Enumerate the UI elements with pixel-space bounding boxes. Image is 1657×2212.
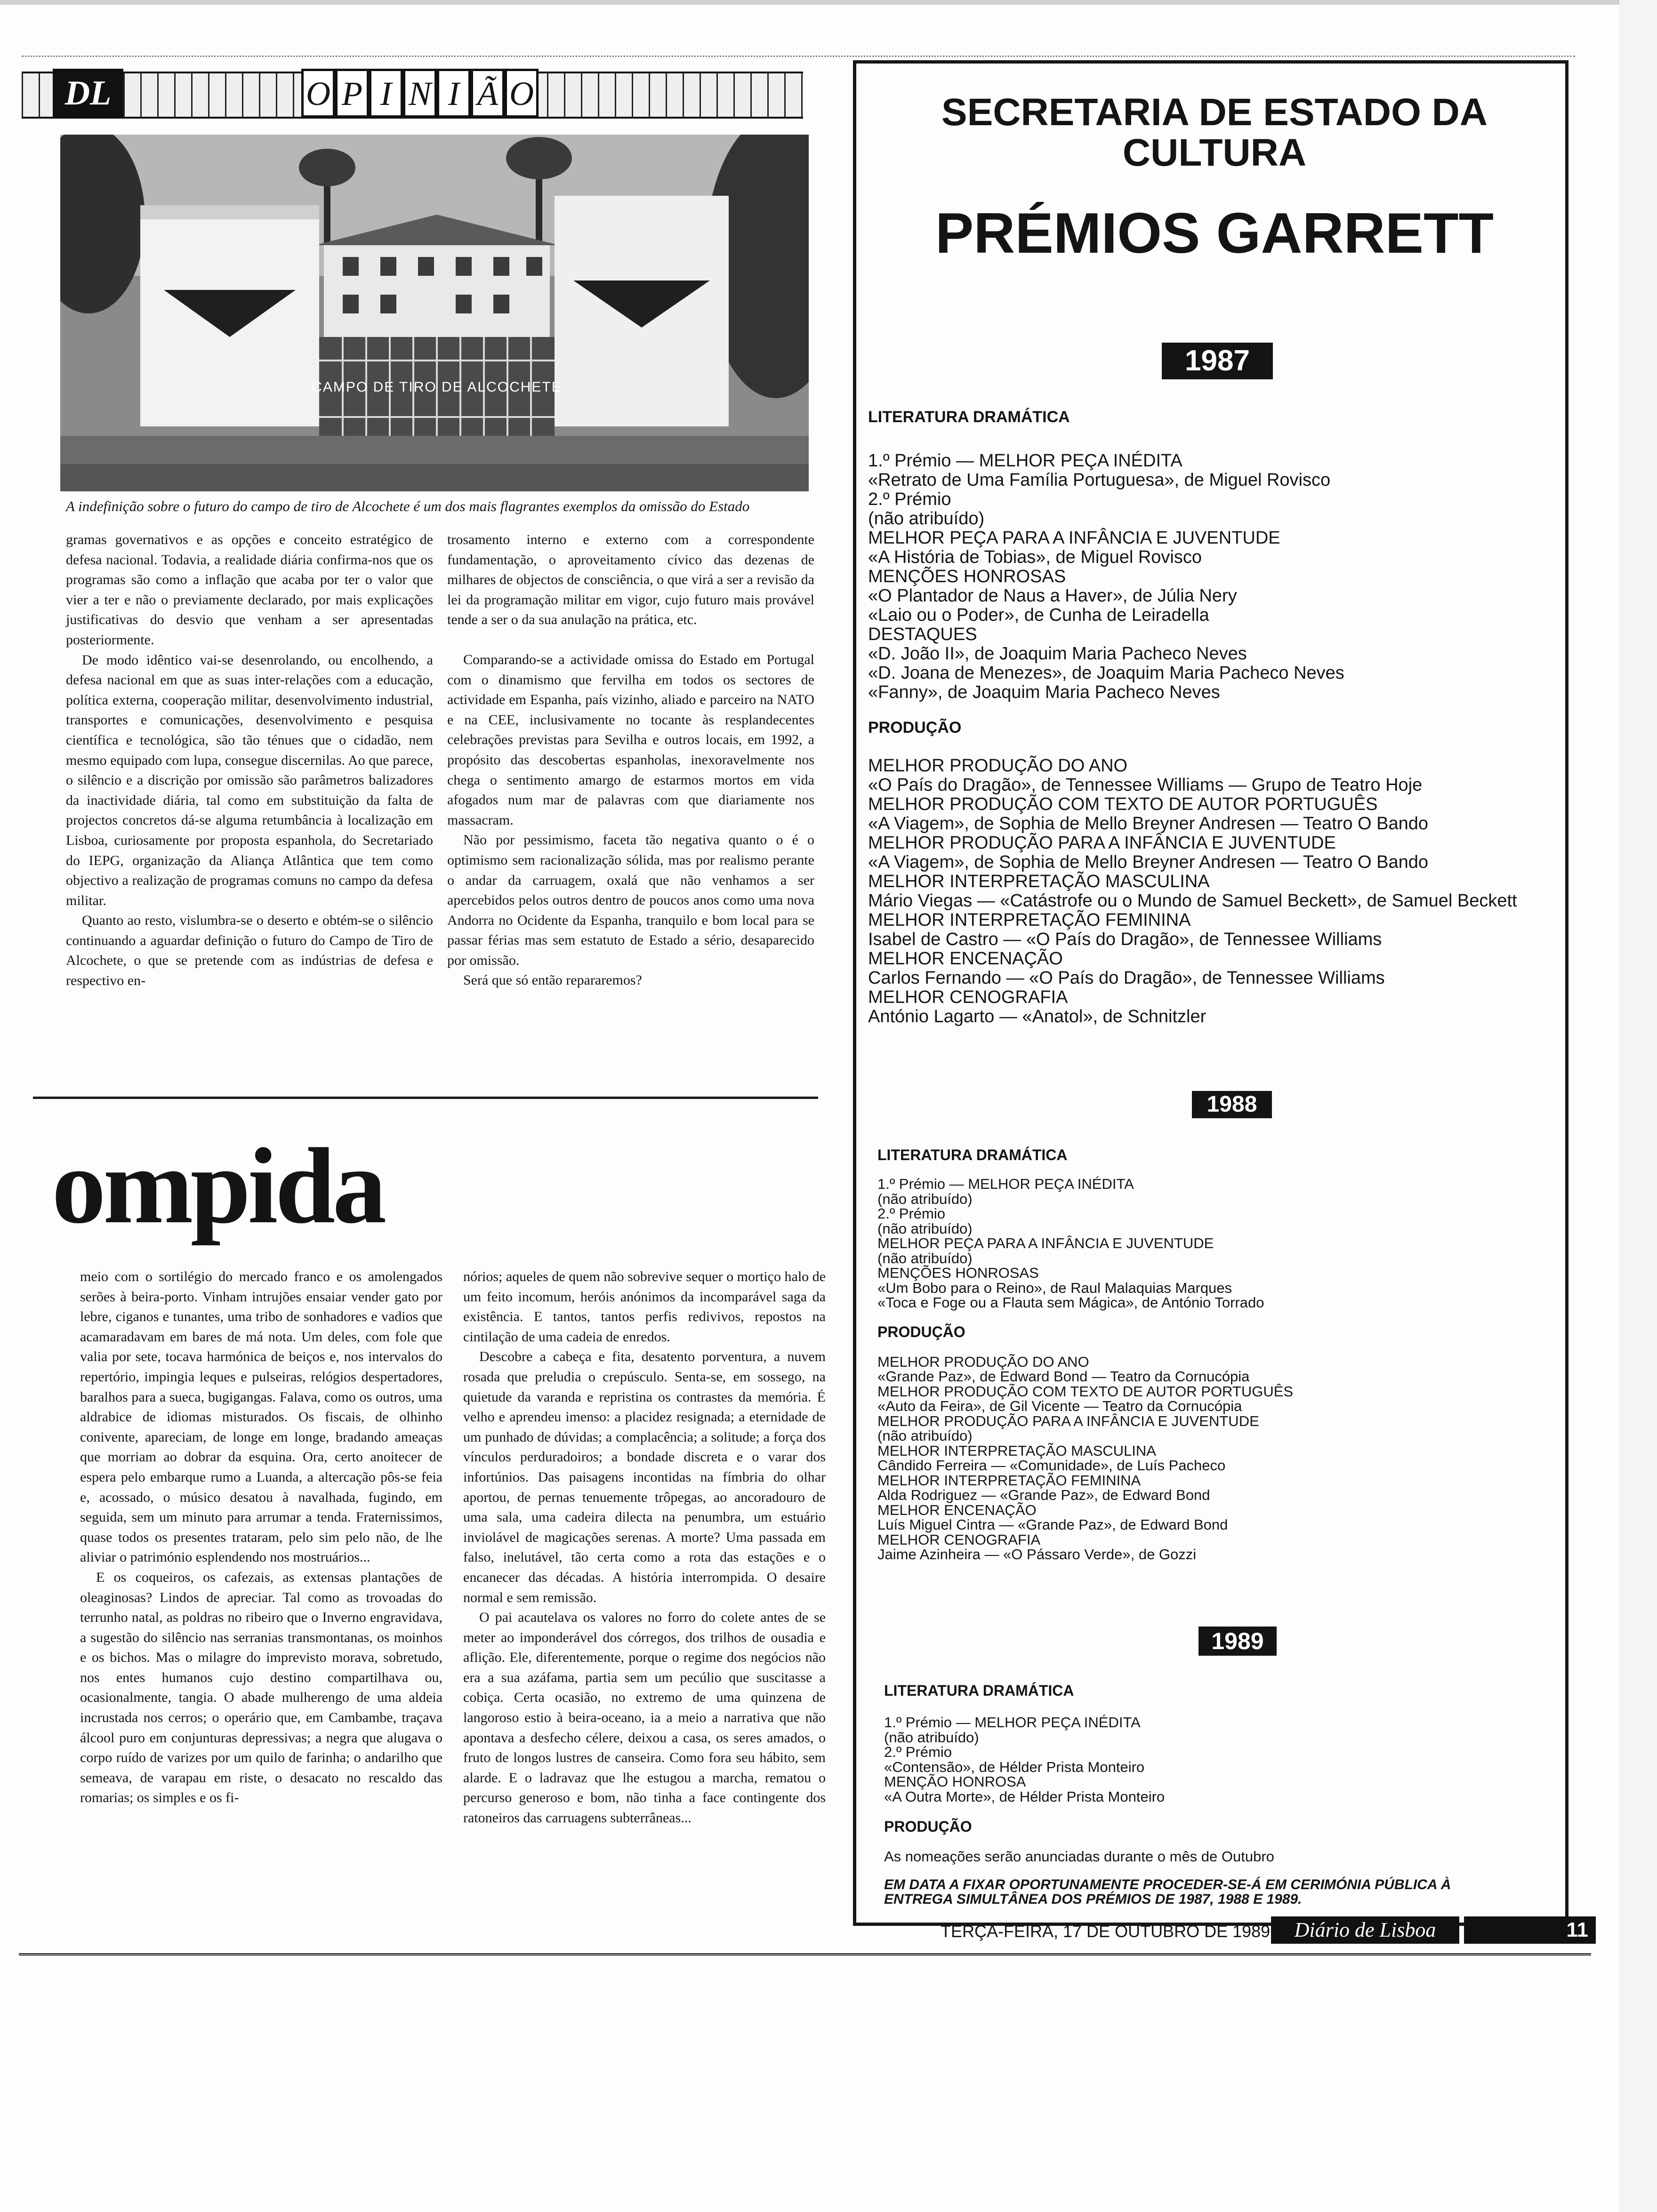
award-line: MELHOR CENOGRAFIA	[868, 987, 1068, 1007]
award-line: 2.º Prémio	[868, 489, 951, 509]
award-line: MELHOR INTERPRETAÇÃO FEMININA	[868, 910, 1191, 930]
award-line: «Grande Paz», de Edward Bond — Teatro da Cornucópia	[877, 1368, 1250, 1385]
article2-column-1	[80, 1267, 442, 1808]
award-line: MELHOR PRODUÇÃO COM TEXTO DE AUTOR PORTUGUÊS	[877, 1383, 1294, 1400]
award-line: «Auto da Feira», de Gil Vicente — Teatro da Cornucópia	[877, 1398, 1242, 1414]
award-line: 2.º Prémio	[877, 1205, 945, 1222]
award-line: DESTAQUES	[868, 625, 977, 644]
footer-date: TERÇA-FEIRA, 17 DE OUTUBRO DE 1989	[941, 1922, 1271, 1941]
section-letter: I	[369, 69, 403, 118]
award-line: Cândido Ferreira — «Comunidade», de Luís Pacheco	[877, 1457, 1226, 1474]
photo-caption: A indefinição sobre o futuro do campo de tiro de Alcochete é um dos mais flagrantes exemplos da omissão do Estado	[66, 498, 750, 514]
paragraph: De modo idêntico vai-se desenrolando, ou encolhendo, a defesa nacional em que as suas inter-relações com a educação, política externa, cooperação militar, desenvolvimento industrial, transportes e comunicações, desenvolvimento e pesquisa científica e tecnológica, são tão ténues que o cidadão, nem mesmo equipado com lupa, consegue discernilas. Ao que parece, o silêncio e a discrição por omissão são parâmetros balizadores da inactividade diária, tal como em substituição da falta de projectos concretos dá-se alguma retumbância à localização em Lisboa, curiosamente por proposta espanhola, do Secretariado do IEPG, organização da Aliança Atlântica que tem como objectivo a realização de programas comuns no campo da defesa militar.	[66, 652, 433, 908]
paragraph: trosamento interno e externo com a correspondente fundamentação, o aproveitamento cívico das dezenas de milhares de objectos de consciência, o que virá a ser a revisão da lei da programação militar em vigor, cujo futuro mais provável tende a ser o da sua anulação na prática, etc.	[447, 532, 814, 628]
article2-headline: ompida	[52, 1126, 384, 1246]
award-line: MELHOR PRODUÇÃO DO ANO	[877, 1353, 1089, 1370]
article1-column-1	[66, 530, 433, 991]
award-line: «A Viagem», de Sophia de Mello Breyner Andresen — Teatro O Bando	[868, 852, 1429, 872]
section-letter: N	[403, 69, 437, 118]
year-badge-1989: 1989	[1199, 1627, 1277, 1656]
gate-sign: CAMPO DE TIRO DE ALCOCHETE	[312, 379, 562, 395]
article2-column-2	[463, 1267, 826, 1828]
award-line: (não atribuído)	[877, 1190, 973, 1207]
award-line: Alda Rodriguez — «Grande Paz», de Edward Bond	[877, 1487, 1210, 1503]
paragraph: Comparando-se a actividade omissa do Estado em Portugal com o dinamismo que fervilha em todos os sectores de actividade em Espanha, país vizinho, aliado e parceiro na NATO e na CEE, inclusivamente no tocante às resplandecentes celebrações previstas para Sevilha e outros locais, em 1992, a propósito das descobertas espanholas, inexoravelmente nos chega o sentimento amargo de estarmos mortos em vida afogados num mar de palavras com que diariamente nos massacram.	[447, 651, 814, 828]
literatura-heading: LITERATURA DRAMÁTICA	[877, 1146, 1068, 1163]
award-line: MELHOR PRODUÇÃO COM TEXTO DE AUTOR PORTUGUÊS	[868, 794, 1378, 814]
paragraph: meio com o sortilégio do mercado franco e os amolengados serões à beira-porto. Vinham intrujões ensaiar vender gato por lebre, ciganos e tunantes, uma tribo de sonhadores e vadios que acamaradavam em bares de má nota. Um deles, com fole que valia por sete, tocava harmónica de beiços e, nos intervalos do repertório, impingia leques e pulseiras, relógios despertadores, baralhos para a sueca, bugigangas. Falava, como os outros, uma aldrabice de idiomas misturados. Os fiscais, de olhinho conivente, apareciam, de longe em longe, bradando ameaças que morriam ao dobrar da esquina. Ora, certo anoitecer de espera pelo embarque rumo a Luanda, a altercação pôs-se feia e, acossado, o músico desatou à navalhada, fugindo, em seguida, sem um minuto para arrumar a tenda. Fraternissimos, quase todos os presentes trataram, pelo sim pelo não, de lhe aliviar o património esplendendo nos mostruários...	[80, 1269, 442, 1565]
paragraph: nórios; aqueles de quem não sobrevive sequer o mortiço halo de um feito incomum, heróis anónimos da incomparável saga da existência. E tantos, tantos perfis redivivos, repostos na cintilação de uma cadeia de enredos.	[463, 1269, 826, 1345]
award-line: António Lagarto — «Anatol», de Schnitzler	[868, 1007, 1207, 1026]
page-right-edge	[1619, 0, 1657, 2212]
award-line: Isabel de Castro — «O País do Dragão», de Tennessee Williams	[868, 930, 1382, 949]
award-line: MELHOR CENOGRAFIA	[877, 1531, 1041, 1548]
award-line: «A Outra Morte», de Hélder Prista Monteiro	[884, 1788, 1165, 1805]
section-letter: Ã	[471, 69, 505, 118]
producao-heading: PRODUÇÃO	[877, 1323, 965, 1340]
producao-heading: PRODUÇÃO	[868, 719, 962, 737]
award-line: MELHOR ENCENAÇÃO	[877, 1501, 1037, 1518]
section-letter: P	[335, 69, 369, 118]
award-line: 2.º Prémio	[884, 1744, 952, 1760]
ceremony-notice: EM DATA A FIXAR OPORTUNAMENTE PROCEDER-SE-Á EM CERIMÓNIA PÚBLICA À ENTREGA SIMULTÂNEA DOS PRÉMIOS DE 1987, 1988 E 1989.	[884, 1876, 1451, 1907]
page-top-edge	[0, 0, 1657, 5]
award-line: 1.º Prémio — MELHOR PEÇA INÉDITA	[868, 451, 1182, 471]
award-note: As nomeações serão anunciadas durante o mês de Outubro	[884, 1848, 1274, 1865]
award-line: «A História de Tobias», de Miguel Rovisco	[868, 547, 1202, 567]
award-line: MELHOR PRODUÇÃO PARA A INFÂNCIA E JUVENTUDE	[877, 1412, 1259, 1429]
award-line: MELHOR PRODUÇÃO PARA A INFÂNCIA E JUVENTUDE	[868, 833, 1336, 853]
dl-logo: DL	[53, 69, 123, 118]
article1-column-2	[447, 530, 814, 991]
section-letter: O	[301, 69, 335, 118]
footer-rule	[19, 1953, 1591, 1956]
award-line: Luís Miguel Cintra — «Grande Paz», de Edward Bond	[877, 1516, 1228, 1533]
ministry-title: SECRETARIA DE ESTADO DA CULTURA	[941, 91, 1488, 174]
award-line: «D. João II», de Joaquim Maria Pacheco Neves	[868, 644, 1247, 664]
award-line: «Laio ou o Poder», de Cunha de Leiradella	[868, 605, 1209, 625]
paragraph: E os coqueiros, os cafezais, as extensas plantações de oleaginosas? Lindos de apreciar. Tal como as trovoadas do terrunho natal, as poldras no ribeiro que o Inverno engravidava, a sugestão do silêncio nas serranias transmontanas, os moinhos e os bichos. Mas o milagre do imprevisto morava, sobretudo, nos entes humanos cujo destino compartilhava ou, ocasionalmente, tangia. O abade mulherengo de uma aldeia incrustada nos cerros; o operário que, em Cambambe, traçava álcool puro em conjunturas depressivas; a negra que alugava o corpo ruído de varizes por um quilo de farinha; o andarilho que semeava, de varapau em riste, o desacato no rescaldo das romarias; os simples e os fi-	[80, 1569, 442, 1806]
awards-1987	[868, 408, 1541, 1026]
award-line: MENÇÕES HONROSAS	[877, 1265, 1039, 1281]
award-line: «Retrato de Uma Família Portuguesa», de Miguel Rovisco	[868, 470, 1331, 490]
award-line: Jaime Azinheira — «O Pássaro Verde», de Gozzi	[877, 1546, 1197, 1563]
literatura-heading: LITERATURA DRAMÁTICA	[884, 1682, 1074, 1699]
article-separator	[33, 1097, 818, 1099]
producao-heading: PRODUÇÃO	[884, 1818, 972, 1835]
award-line: (não atribuído)	[884, 1729, 979, 1746]
award-line: MELHOR INTERPRETAÇÃO FEMININA	[877, 1472, 1141, 1489]
awards-1989	[884, 1682, 1543, 1907]
award-line: «Contensão», de Hélder Prista Monteiro	[884, 1758, 1145, 1775]
award-line: MELHOR INTERPRETAÇÃO MASCULINA	[877, 1442, 1156, 1459]
section-letter: I	[437, 69, 471, 118]
awards-title: PRÉMIOS GARRETT	[935, 201, 1494, 265]
award-line: «A Viagem», de Sophia de Mello Breyner Andresen — Teatro O Bando	[868, 814, 1429, 834]
award-line: «D. Joana de Menezes», de Joaquim Maria Pacheco Neves	[868, 663, 1344, 683]
award-line: MENÇÕES HONROSAS	[868, 567, 1066, 586]
year-badge-1987: 1987	[1162, 343, 1273, 379]
award-line: Carlos Fernando — «O País do Dragão», de Tennessee Williams	[868, 968, 1385, 988]
award-line: (não atribuído)	[868, 509, 985, 529]
award-line: MELHOR PEÇA PARA A INFÂNCIA E JUVENTUDE	[868, 528, 1280, 548]
paragraph: Quanto ao resto, vislumbra-se o deserto e obtém-se o silêncio continuando a aguardar definição o futuro do Campo de Tiro de Alcochete, o que se pretende com as indústrias de defesa e respectivo en-	[66, 913, 433, 989]
literatura-heading: LITERATURA DRAMÁTICA	[868, 408, 1070, 426]
award-line: 1.º Prémio — MELHOR PEÇA INÉDITA	[884, 1714, 1141, 1731]
award-line: MELHOR PEÇA PARA A INFÂNCIA E JUVENTUDE	[877, 1235, 1214, 1251]
photo-illustration	[60, 135, 809, 491]
award-line: «O País do Dragão», de Tennessee Williams — Grupo de Teatro Hoje	[868, 775, 1423, 795]
award-line: «O Plantador de Naus a Haver», de Júlia Nery	[868, 586, 1237, 606]
award-line: «Um Bobo para o Reino», de Raul Malaquias Marques	[877, 1279, 1232, 1296]
section-letter: O	[505, 69, 539, 118]
diario-de-lisboa-logo: Diário de Lisboa	[1271, 1916, 1459, 1944]
paragraph: O pai acautelava os valores no forro do colete antes de se meter ao imponderável dos córregos, dos trilhos de ousadia e aflição. Ele, diferentemente, porque o regime dos negócios não era a sua azáfama, partia sem um pecúlio que suscitasse a cobiça. Certa ocasião, no extremo de uma quinzena de langoroso estio à beira-oceano, ia a meio a narrativa que não apontava a desfecho célere, deixou a casa, os seres amados, o fruto de longos lustres de canseira. Como fora seu hábito, sem alarde. E o ladravaz que lhe estugou a marcha, rematou o percurso generoso e bom, não tinha a face contingente dos ratoneiros das carruagens subterrâneas...	[463, 1610, 826, 1826]
award-line: (não atribuído)	[877, 1220, 973, 1237]
awards-1988	[877, 1146, 1541, 1562]
award-line: «Fanny», de Joaquim Maria Pacheco Neves	[868, 682, 1220, 702]
paragraph: Descobre a cabeça e fita, desatento porventura, a nuvem rosada que preludia o crepúsculo. Senta-se, em sossego, na quietude da varanda e repristina os contrastes da memória. É velho e aprendeu imenso: a placidez resignada; a eternidade de um punhado de dúvidas; a complacência; a solitude; a força dos vínculos perduradoiros; a bondade discreta e o varar dos infortúnios. Das paisagens incontidas na fímbria do olhar aportou, de pernas tenuemente trôpegas, ao ancoradouro de uma sala, uma cadeira dilecta na penumbra, um estuário inviolável de magicações serenas. A morte? Uma passada em falso, inelutável, tão certa como a rota das estações e o encanecer das décadas. A história interrompida. O desaire normal e sem remissão.	[463, 1349, 826, 1605]
award-line: 1.º Prémio — MELHOR PEÇA INÉDITA	[877, 1176, 1134, 1192]
year-badge-1988: 1988	[1192, 1091, 1272, 1118]
award-line: (não atribuído)	[877, 1427, 973, 1444]
paragraph: gramas governativos e as opções e conceito estratégico de defesa nacional. Todavia, a realidade diária confirma-nos que os programas são como a inflação que acaba por ter o valor que vier a ter e não o previamente declarado, por mais explicações justificativas do desvio que venham a ser apresentadas posteriormente.	[66, 532, 433, 648]
paragraph: Não por pessimismo, faceta tão negativa quanto o é o optimismo sem racionalização sólida, mas por realismo perante o andar da carruagem, oxalá que não venhamos a ser apercebidos pelos outros dentro de poucos anos como uma nova Andorra no Ocidente da Espanha, tranquilo e bom local para se passar férias mas sem estatuto de Estado a sério, desaparecido por omissão.	[447, 832, 814, 968]
award-line: Mário Viegas — «Catástrofe ou o Mundo de Samuel Beckett», de Samuel Beckett	[868, 891, 1517, 911]
page-number: 11	[1464, 1916, 1596, 1944]
award-line: «Toca e Foge ou a Flauta sem Mágica», de António Torrado	[877, 1294, 1264, 1311]
award-line: (não atribuído)	[877, 1250, 973, 1266]
paragraph: Será que só então repararemos?	[463, 972, 642, 988]
award-line: MELHOR ENCENAÇÃO	[868, 949, 1063, 969]
campo-de-tiro-photo	[60, 135, 809, 491]
award-line: MELHOR INTERPRETAÇÃO MASCULINA	[868, 872, 1210, 891]
top-dotted-rule	[22, 56, 1575, 57]
award-line: MENÇÃO HONROSA	[884, 1773, 1026, 1790]
award-line: MELHOR PRODUÇÃO DO ANO	[868, 756, 1128, 776]
